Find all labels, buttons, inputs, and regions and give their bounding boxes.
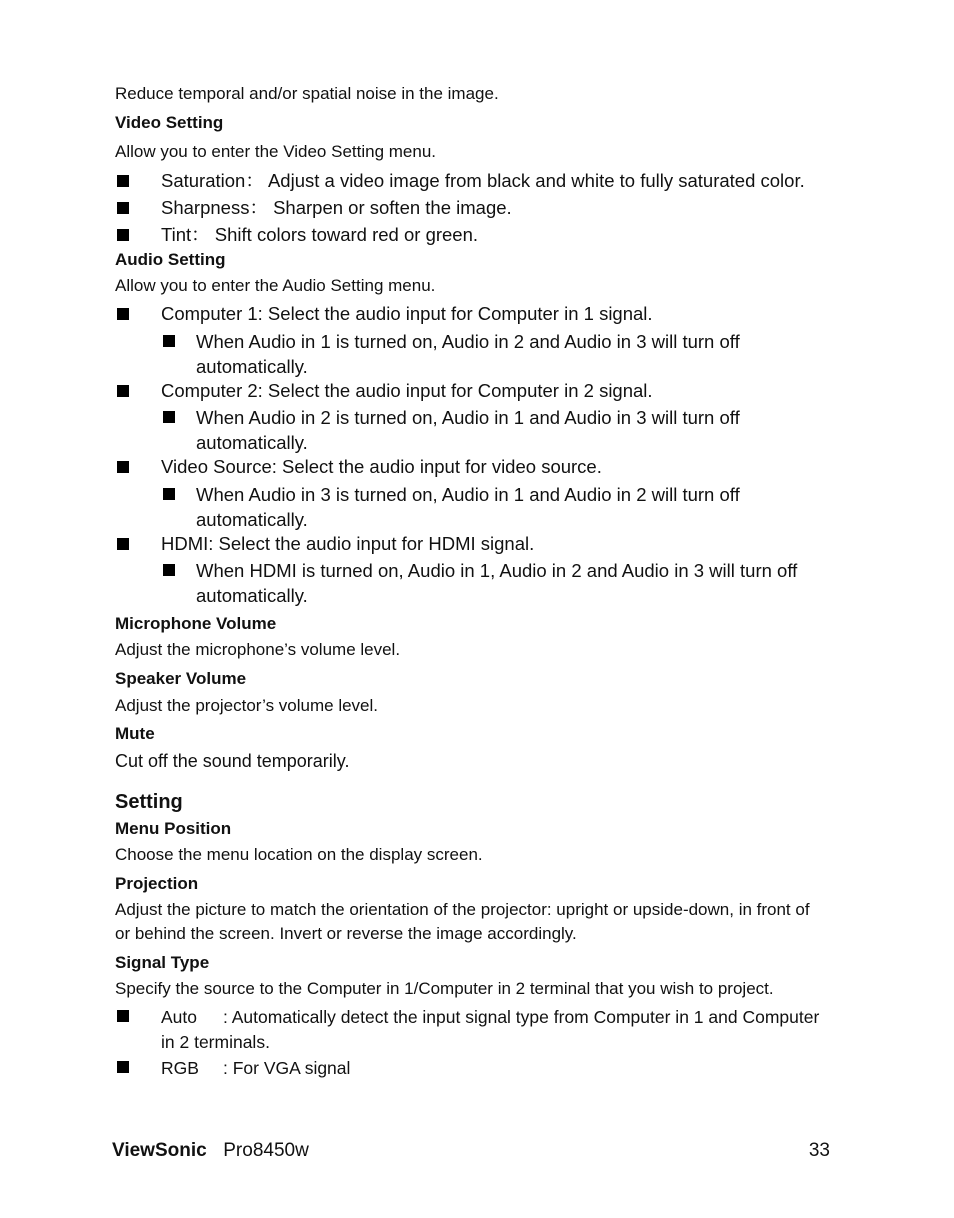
signal-type-text-wrap: in 2 terminals. xyxy=(161,1032,270,1052)
bullet-icon xyxy=(117,202,129,214)
microphone-volume-desc: Adjust the microphone’s volume level. xyxy=(115,640,401,659)
microphone-volume-heading: Microphone Volume xyxy=(115,614,277,633)
list-item-text: HDMI: Select the audio input for HDMI signal. xyxy=(161,533,535,554)
video-setting-desc: Allow you to enter the Video Setting menu. xyxy=(115,142,436,161)
projection-desc-wrap: or behind the screen. Invert or reverse the image accordingly. xyxy=(115,924,577,943)
signal-type-desc: Specify the source to the Computer in 1/Computer in 2 terminal that you wish to project. xyxy=(115,979,774,998)
page-footer xyxy=(112,1140,830,1164)
bullet-icon xyxy=(117,175,129,187)
page-number: 33 xyxy=(808,1140,830,1161)
signal-type-key: Auto xyxy=(161,1007,197,1027)
sub-item-text: When Audio in 3 is turned on, Audio in 1 and Audio in 2 will turn off xyxy=(196,484,740,505)
signal-type-heading: Signal Type xyxy=(115,953,210,972)
setting-title: Setting xyxy=(115,791,183,813)
speaker-volume-heading: Speaker Volume xyxy=(115,669,247,688)
projection-heading: Projection xyxy=(115,874,199,893)
sub-item-text-wrap: automatically. xyxy=(196,356,308,377)
bullet-icon xyxy=(163,335,175,347)
intro-text: Reduce temporal and/or spatial noise in the image. xyxy=(115,84,499,103)
bullet-icon xyxy=(117,538,129,550)
list-item-text: Saturation： Adjust a video image from black and white to fully saturated color. xyxy=(161,170,805,191)
brand-name: ViewSonic xyxy=(112,1140,207,1161)
signal-type-text: : Automatically detect the input signal type from Computer in 1 and Computer xyxy=(223,1007,820,1027)
list-item-text: Video Source: Select the audio input for video source. xyxy=(161,456,602,477)
list-item-text: Computer 2: Select the audio input for Computer in 2 signal. xyxy=(161,380,653,401)
bullet-icon xyxy=(163,488,175,500)
sub-item-text-wrap: automatically. xyxy=(196,585,308,606)
sub-item-text: When Audio in 2 is turned on, Audio in 1 and Audio in 3 will turn off xyxy=(196,407,740,428)
bullet-icon xyxy=(117,385,129,397)
signal-type-key: RGB xyxy=(161,1058,199,1078)
list-item-text: Sharpness： Sharpen or soften the image. xyxy=(161,197,512,218)
bullet-icon xyxy=(117,1010,129,1022)
speaker-volume-desc: Adjust the projector’s volume level. xyxy=(115,696,379,715)
bullet-icon xyxy=(117,308,129,320)
bullet-icon xyxy=(163,564,175,576)
bullet-icon xyxy=(117,1061,129,1073)
sub-item-text: When Audio in 1 is turned on, Audio in 2 and Audio in 3 will turn off xyxy=(196,331,740,352)
signal-type-text: : For VGA signal xyxy=(223,1058,351,1078)
audio-setting-desc: Allow you to enter the Audio Setting menu. xyxy=(115,276,436,295)
list-item-text: Computer 1: Select the audio input for Computer in 1 signal. xyxy=(161,303,653,324)
menu-position-heading: Menu Position xyxy=(115,819,232,838)
list-item-text: Tint： Shift colors toward red or green. xyxy=(161,224,479,245)
mute-heading: Mute xyxy=(115,724,155,743)
video-setting-heading: Video Setting xyxy=(115,113,224,132)
bullet-icon xyxy=(117,461,129,473)
model-name: Pro8450w xyxy=(223,1140,309,1161)
sub-item-text: When HDMI is turned on, Audio in 1, Audio in 2 and Audio in 3 will turn off xyxy=(196,560,798,581)
mute-desc: Cut off the sound temporarily. xyxy=(115,751,350,771)
audio-setting-heading: Audio Setting xyxy=(115,250,226,269)
menu-position-desc: Choose the menu location on the display screen. xyxy=(115,845,483,864)
bullet-icon xyxy=(163,411,175,423)
sub-item-text-wrap: automatically. xyxy=(196,432,308,453)
projection-desc: Adjust the picture to match the orientation of the projector: upright or upside-down, in front of xyxy=(115,900,810,919)
sub-item-text-wrap: automatically. xyxy=(196,509,308,530)
bullet-icon xyxy=(117,229,129,241)
